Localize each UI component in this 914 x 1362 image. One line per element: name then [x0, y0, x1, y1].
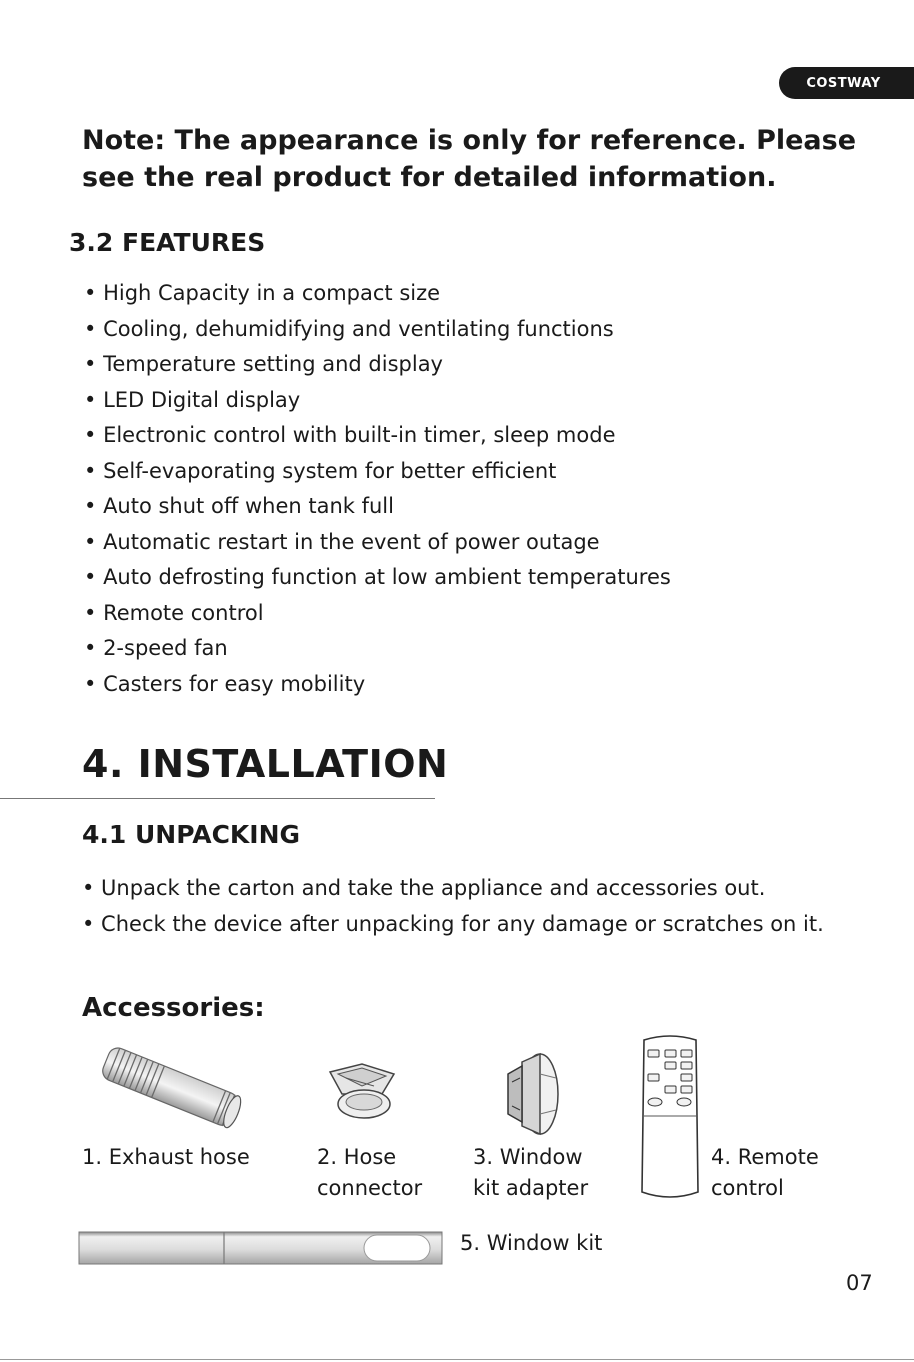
installation-heading: 4. INSTALLATION	[82, 742, 449, 786]
unpacking-heading: 4.1 UNPACKING	[82, 820, 301, 849]
section-divider	[0, 798, 435, 799]
accessory-label-line: 3. Window	[473, 1145, 583, 1169]
accessory-label-hose-connector	[317, 1142, 422, 1204]
feature-item: • 2-speed fan	[84, 631, 671, 667]
exhaust-hose-image	[95, 1048, 247, 1126]
accessory-label-line: 1. Exhaust hose	[82, 1145, 250, 1169]
accessory-label-exhaust-hose	[82, 1142, 250, 1173]
unpacking-step: • Check the device after unpacking for any damage or scratches on it.	[82, 911, 824, 936]
hose-connector-image	[322, 1060, 400, 1124]
feature-item: • Auto shut off when tank full	[84, 489, 671, 525]
feature-item: • Cooling, dehumidifying and ventilating functions	[84, 312, 671, 348]
feature-item: • Casters for easy mobility	[84, 667, 671, 703]
accessory-label-line: 5. Window kit	[460, 1231, 603, 1255]
features-list	[84, 276, 671, 702]
unpacking-step: • Unpack the carton and take the appliance and accessories out.	[82, 876, 766, 900]
feature-item: • Automatic restart in the event of power outage	[84, 525, 671, 561]
accessory-label-line: 2. Hose	[317, 1145, 397, 1169]
accessory-label-window-kit	[460, 1228, 602, 1259]
accessory-label-line: 4. Remote	[711, 1145, 819, 1169]
window-kit-image	[78, 1230, 444, 1266]
accessories-heading: Accessories:	[82, 993, 265, 1023]
unpacking-instructions	[82, 871, 842, 942]
accessory-label-line: connector	[317, 1176, 423, 1200]
reference-note: Note: The appearance is only for reference. Please see the real product for detailed information.	[82, 125, 857, 193]
feature-item: • Electronic control with built-in timer, sleep mode	[84, 418, 671, 454]
page-number: 07	[846, 1271, 873, 1295]
feature-item: • High Capacity in a compact size	[84, 276, 671, 312]
brand-badge: COSTWAY	[779, 67, 914, 99]
accessory-label-window-kit-adapter	[473, 1142, 588, 1204]
accessory-label-line: kit adapter	[473, 1176, 589, 1200]
remote-control-image	[640, 1034, 700, 1200]
feature-item: • Auto defrosting function at low ambient temperatures	[84, 560, 671, 596]
accessory-label-remote-control	[711, 1142, 819, 1204]
feature-item: • Remote control	[84, 596, 671, 632]
feature-item: • Self-evaporating system for better efficient	[84, 454, 671, 490]
feature-item: • Temperature setting and display	[84, 347, 671, 383]
window-kit-adapter-image	[500, 1048, 562, 1140]
bottom-border	[0, 1359, 914, 1360]
feature-item: • LED Digital display	[84, 383, 671, 419]
accessory-label-line: control	[711, 1176, 784, 1200]
features-heading: 3.2 FEATURES	[69, 228, 266, 257]
